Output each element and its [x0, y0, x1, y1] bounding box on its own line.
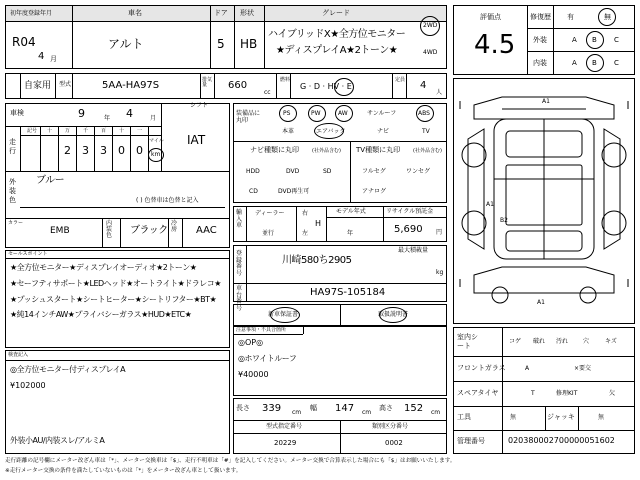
car-outline-icon — [454, 79, 634, 323]
height: 152 — [404, 403, 424, 414]
car-diagram — [453, 78, 635, 324]
mileage-unit-note: 記号 — [27, 128, 38, 134]
chassis-label: 車台番号 — [236, 285, 243, 312]
interior-color: ブラック — [130, 225, 168, 236]
inspection-year-unit: 年 — [104, 115, 111, 122]
km-label: km — [151, 151, 161, 158]
model-label: 型式 — [59, 81, 72, 88]
use: 自家用 — [24, 81, 52, 91]
remarks-line3: ¥40000 — [238, 370, 269, 379]
reg-month: 4 — [38, 51, 45, 62]
ac-label: 冷房 — [171, 220, 178, 233]
equip-leather: 本革 — [282, 128, 295, 135]
width-unit: cm — [362, 409, 372, 416]
damage-label: A1 — [542, 98, 550, 105]
tv-analog: アナログ — [362, 188, 387, 195]
interior-c: C — [614, 59, 619, 67]
import-handle: H — [315, 219, 322, 228]
drive: 2WD — [423, 22, 438, 29]
import-dealer: ディーラー — [255, 210, 285, 217]
nav-note: (社外品含む) — [312, 148, 341, 154]
mgmt-label: 管理番号 — [457, 437, 485, 445]
recycle: 5,690 — [394, 224, 423, 235]
reg-number-label: 登録番号 — [236, 250, 243, 277]
inspector-line1: ◎全方位モニター付ディスプレイA — [10, 365, 126, 374]
length: 339 — [262, 403, 282, 414]
mgmt-no: 020380002700000051602 — [508, 436, 615, 445]
seat-label: 室内シート — [457, 333, 478, 350]
yen-unit: 円 — [436, 229, 443, 236]
seat-item: 破れ — [533, 338, 546, 345]
shift-label: シフト — [190, 102, 209, 109]
interior-rating-label: 内装 — [533, 59, 547, 67]
person-unit: 人 — [436, 89, 443, 96]
inspector-label: 検査記入 — [8, 352, 29, 358]
import-left: 左 — [302, 230, 309, 237]
capacity-label: 定員 — [395, 77, 406, 83]
nav-dvd-play: DVD再生可 — [278, 188, 310, 195]
tv-fullseg: フルセグ — [362, 168, 386, 175]
jack-label: ジャッキ — [547, 413, 575, 421]
import-right: 右 — [302, 210, 309, 217]
digit-label: 百 — [101, 128, 107, 134]
fuel-options: G · D · HV · E — [300, 82, 352, 91]
new-car-warranty: 新車保証書 — [268, 311, 299, 318]
digit-label: 万 — [65, 128, 71, 134]
equip-abs: ABS — [418, 110, 430, 117]
exterior-color: ブルー — [36, 175, 65, 186]
sales-points-label: セールスポイント — [8, 251, 48, 257]
remarks-line2: ◎ホワイトルーフ — [238, 354, 297, 363]
reg-year-label: 初年度登録年月 — [10, 10, 53, 17]
nav-cd: CD — [249, 188, 258, 195]
manual: 取扱説明書 — [378, 311, 409, 318]
interior-a: A — [572, 59, 577, 67]
tools-value: 無 — [510, 414, 517, 421]
sales-line: ★全方位モニター★ディスプレイオーディオ★2トーン★ — [10, 263, 197, 272]
length-unit: cm — [292, 409, 302, 416]
exterior-c: C — [614, 36, 619, 44]
glass-a: A — [525, 365, 530, 372]
glass-replace: ×要交 — [574, 365, 592, 372]
spare-label: スペアタイヤ — [457, 389, 499, 397]
mileage-digit: 2 — [64, 144, 71, 157]
digit-label: 十 — [47, 128, 53, 134]
exterior-rating-label: 外装 — [533, 36, 547, 44]
seat-item: 穴 — [583, 338, 590, 345]
max-load-label: 最大積載量 — [398, 247, 429, 254]
import-label: 輸入車 — [236, 209, 243, 230]
mileage-digit: 0 — [118, 144, 125, 157]
mileage-digit: 3 — [82, 144, 89, 157]
equip-nav: ナビ — [377, 128, 390, 135]
width: 147 — [335, 403, 355, 414]
displacement-label: 排気量 — [202, 77, 213, 88]
spare-missing: 欠 — [609, 390, 616, 397]
tools-label: 工具 — [457, 413, 471, 421]
fuel-label: 燃料 — [280, 77, 291, 83]
bottom-left-note: 外装小AU/内装スレ/アルミA — [10, 436, 105, 445]
mileage-digit: 3 — [100, 144, 107, 157]
damage-label: B2 — [500, 217, 508, 224]
nav-sd: SD — [323, 168, 332, 175]
nav-header: ナビ種類に丸印 — [250, 146, 299, 154]
length-label: 長さ — [236, 404, 250, 412]
model-year-label: モデル年式 — [336, 208, 366, 215]
equip-pw: PW — [311, 110, 321, 117]
shape-label: 形状 — [240, 9, 254, 17]
mileage-digit: 0 — [136, 144, 143, 157]
exterior-b: B — [592, 36, 597, 44]
door-label: ドア — [214, 9, 228, 17]
digit-label: 千 — [83, 128, 89, 134]
exterior-a: A — [572, 36, 577, 44]
sales-line: ★純14インチAW★プライバシーガラス★HUD★ETC★ — [10, 310, 192, 319]
spare-t: T — [531, 390, 535, 397]
class-label: 類別区分番号 — [372, 423, 409, 430]
repair-no: 無 — [604, 13, 611, 21]
tv-note: (社外品含む) — [413, 148, 442, 154]
height-unit: cm — [431, 409, 441, 416]
grade-line1: ハイブリッドX★全方位モニター — [268, 29, 406, 40]
mile-label: マイル — [149, 138, 164, 144]
reg-number: 川崎580ち2905 — [282, 255, 352, 266]
doors: 5 — [217, 37, 225, 51]
equipment-label: 装備品に丸印 — [236, 110, 261, 125]
digit-label: 十 — [119, 128, 125, 134]
damage-label: A1 — [537, 299, 545, 306]
height-label: 高さ — [379, 404, 393, 412]
car-name: アルト — [108, 37, 144, 51]
model: 5AA-HA97S — [102, 80, 160, 91]
inspection-label: 車検 — [10, 109, 24, 117]
kg-unit: kg — [436, 269, 444, 276]
cc: cc — [264, 89, 271, 96]
capacity: 4 — [420, 80, 427, 91]
remarks-label: 注意事項・不具合箇所 — [236, 327, 287, 333]
fuel-selected-circle — [334, 78, 354, 96]
nav-dvd: DVD — [286, 168, 300, 175]
remarks-line1: ◎OP◎ — [238, 338, 264, 347]
inspection-month: 4 — [126, 107, 133, 120]
sales-line: ★プッシュスタート★シートヒーター★シートリフター★BT★ — [10, 295, 217, 304]
ac: AAC — [196, 225, 217, 236]
seat-item: キズ — [605, 338, 617, 345]
equip-tv: TV — [422, 128, 430, 135]
tv-oneseg: ワンセグ — [406, 168, 431, 175]
type-no: 20229 — [274, 439, 297, 447]
month-unit: 月 — [50, 55, 57, 63]
width-label: 幅 — [310, 404, 317, 412]
import-parallel: 並行 — [262, 230, 275, 237]
seat-item: コゲ — [509, 338, 522, 345]
grade-line2: ★ディスプレイA★2トーン★ — [276, 45, 398, 56]
interior-b: B — [592, 59, 597, 67]
digit-label: 一 — [137, 128, 143, 134]
class-no: 0002 — [385, 439, 403, 447]
type-label: 型式指定番号 — [266, 423, 303, 430]
recycle-label: リサイクル預託金 — [386, 208, 434, 215]
repair-yes: 有 — [567, 13, 574, 21]
equip-airbag: エアバック — [316, 128, 346, 135]
nav-hdd: HDD — [246, 168, 260, 175]
spare-kit: 修理KIT — [556, 390, 578, 397]
footnote-line2: ※走行メーター交換の条件を満たしていないものは「*」をメーター改ざん車として扱います。 — [5, 468, 242, 474]
damage-label: A1 — [486, 201, 494, 208]
score-label: 評価点 — [480, 13, 501, 21]
shift: IAT — [187, 133, 206, 147]
exterior-note: ( ) 色替車は色替と記入 — [136, 197, 199, 204]
repair-label: 修復歴 — [530, 13, 551, 21]
footnote-line1: 走行距離の記号欄にメーター改ざん車は「*」、メーター交換車は「$」、走行不明車は「#」を記入してください。メーター交換で合算表示した場合にも「$」はお願いいたします。 — [5, 458, 456, 464]
tv-header: TV種類に丸印 — [356, 146, 401, 154]
equip-ps: PS — [283, 110, 291, 117]
car-name-label: 車名 — [128, 9, 142, 17]
mileage-label: 走行 — [9, 138, 16, 156]
inspection-month-unit: 月 — [150, 115, 157, 122]
inspector-line2: ¥102000 — [10, 381, 46, 390]
color-label: カラー — [8, 220, 24, 226]
displacement: 660 — [228, 80, 248, 91]
shape: HB — [240, 37, 258, 51]
seat-item: 汚れ — [556, 338, 569, 345]
color-code: EMB — [50, 226, 70, 236]
drive-alt: 4WD — [423, 49, 438, 56]
inspection-year: 9 — [78, 107, 85, 120]
reg-year: R04 — [12, 35, 36, 49]
chassis: HA97S-105184 — [310, 287, 386, 298]
glass-label: フロントガラス — [457, 364, 506, 372]
jack-value: 無 — [598, 414, 605, 421]
grade-label: グレード — [322, 9, 350, 17]
exterior-label: 外装色 — [9, 178, 16, 204]
score: 4.5 — [474, 30, 516, 60]
equip-sunroof: サンルーフ — [367, 110, 397, 117]
model-year: 年 — [347, 230, 354, 237]
sales-line: ★セーフティサポート★LEDヘッド★オートライト★ドラレコ★ — [10, 279, 221, 288]
equip-aw: AW — [338, 110, 348, 117]
interior-label: 内装色 — [106, 220, 113, 239]
